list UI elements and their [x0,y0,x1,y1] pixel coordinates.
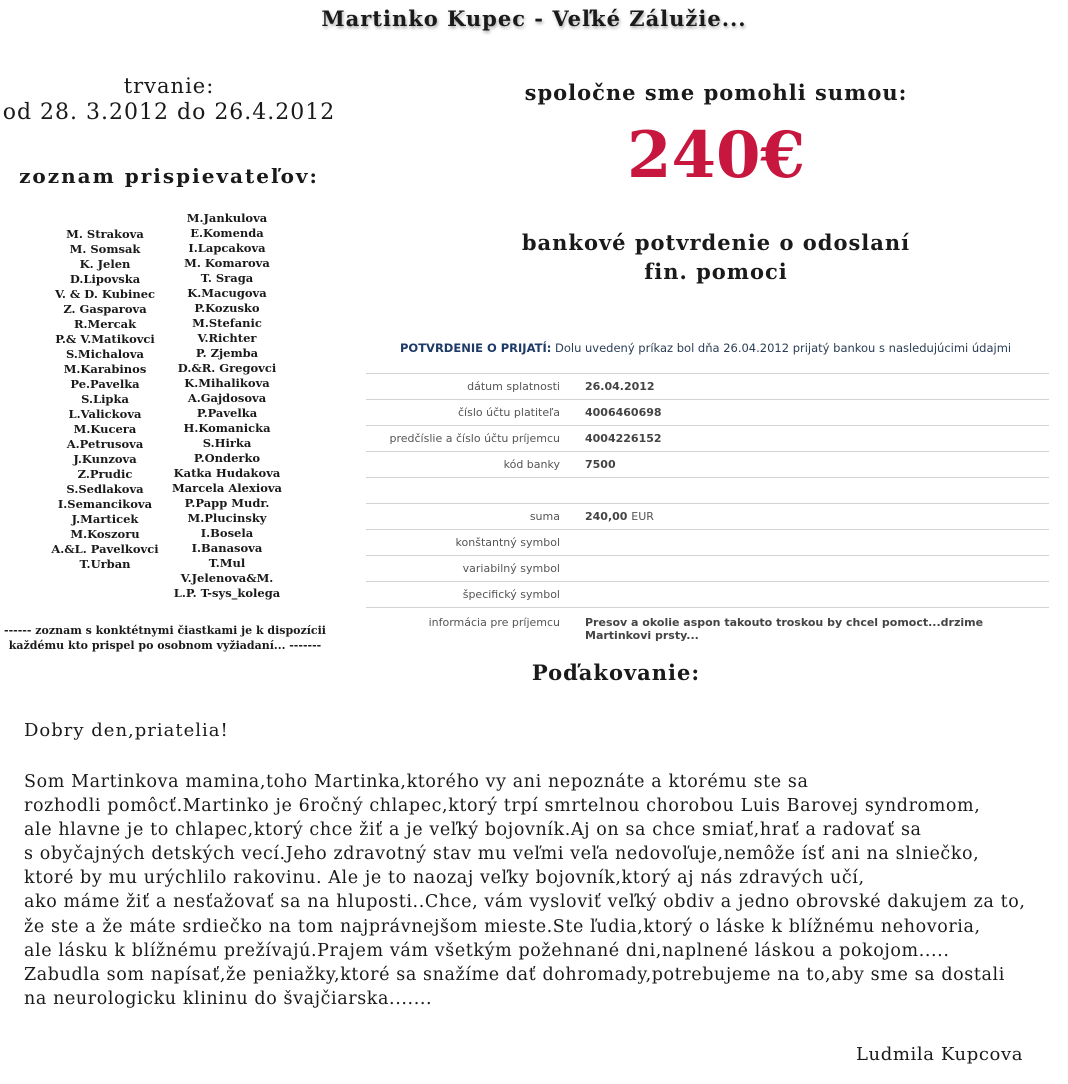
contributor-name: Marcela Alexiova [171,481,283,495]
row-label: suma [529,510,560,523]
contributor-name: K.Mihalikova [184,376,270,390]
row-value [585,432,1045,445]
contributor-name: S.Michalova [66,347,144,361]
contributor-name: M. Strakova [66,227,144,241]
contributor-name: M.Karabinos [63,362,147,376]
row-value-text: 4004226152 [585,432,662,445]
contributor-name: V. & D. Kubinec [54,287,156,301]
letter-signature: Ludmila Kupcova [856,1044,1024,1065]
contributor-name: Z.Prudic [77,467,133,481]
row-label: číslo účtu platiteľa [457,406,560,419]
row-value-unit: EUR [631,510,654,523]
contributor-name: S.Sedlakova [66,482,144,496]
row-label: informácia pre príjemcu [428,616,560,629]
contributor-name: P.& V.Matikovci [55,332,155,346]
contributor-name: I.Bosela [200,526,254,540]
confirmation-tag: POTVRDENIE O PRIJATÍ: [400,341,552,355]
table-row [366,373,1049,399]
contributor-name: M.Koszoru [70,527,140,541]
contributor-name: P.Papp Mudr. [184,496,270,510]
letter-line: ale lásku k blížnému prežívajú.Prajem vám všetkým požehnané dni,naplnené láskou a pokojom..... [24,940,950,961]
contributor-name: S.Hirka [202,436,252,450]
contributor-name: Z. Gasparova [63,302,147,316]
donation-label: spoločne sme pomohli sumou: [524,80,908,105]
contributor-name: T.Urban [79,557,131,571]
letter-line: rozhodli pomôcť.Martinko je 6ročný chlapec,ktorý trpí smrtelnou chorobou Luis Barovej syndromom, [24,796,981,817]
letter-body [24,770,1054,1011]
page-title: Martinko Kupec - Veľké Zálužie... [321,6,747,31]
thanks-title: Poďakovanie: [531,660,701,685]
row-label: kód banky [503,458,560,471]
bank-confirmation-label [366,228,1066,286]
letter-line: ale hlavne je to chlapec,ktorý chce žiť a je veľký bojovník.Aj on sa chce smiať,hrať a radovať sa [24,820,922,841]
contributor-name: P.Pavelka [196,406,258,420]
contributor-name: T.Mul [208,556,246,570]
contributor-name: D.Lipovska [69,272,141,286]
letter-line: ako máme žiť a nesťažovať sa na hluposti..Chce, vám vysloviť veľký obdiv a jedno obrovské dakujem za to, [24,892,1026,913]
row-value-text: Presov a okolie aspon takouto troskou by chcel pomoct...drzime Martinkovi prsty... [585,616,984,642]
contributor-name: V.Richter [197,331,257,345]
row-value-text: 240,00 [585,510,628,523]
contributor-name: M.Stefanic [192,316,262,330]
contributor-name: D.&R. Gregovci [177,361,277,375]
contributors-column-2 [142,211,312,601]
confirmation-header [400,341,1011,355]
row-label: dátum splatnosti [467,380,560,393]
contributor-name: K. Jelen [79,257,131,271]
letter-line: na neurologicku klininu do švajčiarska....... [24,988,433,1009]
bank-confirmation-label-line-2: fin. pomoci [644,259,788,284]
contributors-note-line-1: ------ zoznam s konktétnymi čiastkami je k dispozícii [4,624,326,637]
letter-line: s obyčajných detských vecí.Jeho zdravotný stav mu veľmi veľa nedovoľuje,nemôže ísť ani na slniečko, [24,844,980,865]
letter-line: ktoré by mu urýchlilo rakovinu. Ale je to naozaj veľky bojovník,ktorý aj nás zdravých učí, [24,868,865,889]
contributor-name: M. Komarova [184,256,270,270]
contributor-name: Katka Hudakova [173,466,281,480]
donation-amount: 240€ [626,118,806,193]
contributor-name: E.Komenda [190,226,264,240]
contributor-name: M. Somsak [69,242,141,256]
contributor-name: I.Lapcakova [188,241,266,255]
contributor-name: I.Banasova [191,541,263,555]
row-label: predčíslie a číslo účtu príjemcu [389,432,560,445]
row-value-text: 26.04.2012 [585,380,655,393]
contributor-name: A.Gajdosova [187,391,267,405]
table-row [366,555,1049,581]
table-row [366,529,1049,555]
contributor-name: K.Macugova [187,286,267,300]
contributor-name: M.Plucinsky [187,511,267,525]
table-row [366,503,1049,529]
contributor-name: L.Valickova [68,407,142,421]
row-value [585,380,1045,393]
duration-label: trvanie: [123,74,215,98]
row-value-text: 4006460698 [585,406,662,419]
table-row [366,477,1049,503]
contributor-name: T. Sraga [200,271,254,285]
table-row [366,399,1049,425]
contributors-note [0,623,330,653]
table-row [366,607,1049,642]
contributor-name: P.Kozusko [194,301,260,315]
contributor-name: S.Lipka [81,392,129,406]
contributor-name: M.Kucera [73,422,137,436]
row-label: špecifický symbol [462,588,560,601]
contributor-name: J.Marticek [71,512,139,526]
contributor-name: P. Zjemba [195,346,259,360]
contributors-title: zoznam prispievateľov: [19,164,319,188]
contributor-name: P.Onderko [193,451,261,465]
letter-line: Zabudla som napísať,že peniažky,ktoré sa snažíme dať dohromady,potrebujeme na to,aby sme sa dostali [24,964,1005,985]
table-row [366,581,1049,607]
contributor-name: R.Mercak [73,317,137,331]
contributor-name: L.P. T-sys_kolega [173,586,281,600]
contributor-name: I.Semancikova [57,497,153,511]
row-value [585,510,1045,523]
row-value [585,458,1045,471]
row-value [585,608,1045,642]
contributor-name: H.Komanicka [183,421,271,435]
contributor-name: A.&L. Pavelkovci [51,542,159,556]
contributors-note-line-2: každému kto prispel po osobnom vyžiadaní... ------- [8,639,322,652]
letter-line: Som Martinkova mamina,toho Martinka,ktorého vy ani nepoznáte a ktorému ste sa [24,772,809,792]
contributor-name: M.Jankulova [186,211,268,225]
row-value-text: 7500 [585,458,616,471]
confirmation-table [366,373,1049,642]
contributor-name: Pe.Pavelka [70,377,140,391]
row-label: konštantný symbol [455,536,560,549]
row-label: variabilný symbol [462,562,560,575]
letter-greeting: Dobry den,priatelia! [24,720,229,741]
contributor-name: A.Petrusova [66,437,144,451]
confirmation-text: Dolu uvedený príkaz bol dňa 26.04.2012 prijatý bankou s nasledujúcimi údajmi [554,341,1012,355]
duration-value: od 28. 3.2012 do 26.4.2012 [2,100,336,125]
row-value [585,406,1045,419]
bank-confirmation-label-line-1: bankové potvrdenie o odoslaní [521,230,911,255]
table-row [366,425,1049,451]
table-row [366,451,1049,477]
contributor-name: J.Kunzova [73,452,137,466]
contributor-name: V.Jelenova&M. [180,571,274,585]
letter-line: že ste a že máte srdiečko na tom najprávnejšom mieste.Ste ľudia,ktorý o láske k blížnému nehovoria, [24,916,981,937]
